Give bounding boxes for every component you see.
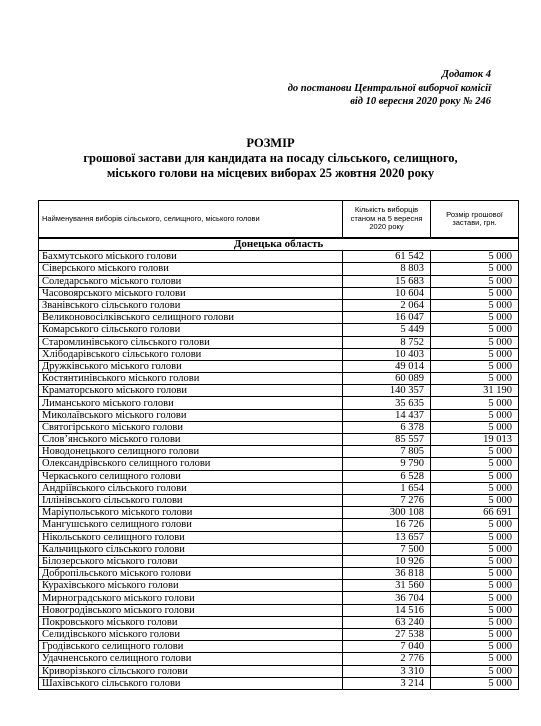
cell-election-name: Комарського сільського голови	[39, 324, 343, 336]
cell-election-name: Соледарського міського голови	[39, 275, 343, 287]
table-row	[39, 287, 519, 299]
cell-deposit-amount: 5 000	[431, 397, 519, 409]
cell-deposit-amount: 5 000	[431, 373, 519, 385]
document-subtitle-line-1: грошової застави для кандидата на посаду сільського, селищного,	[83, 151, 458, 165]
cell-election-name: Часовоярського міського голови	[39, 287, 343, 299]
cell-deposit-amount: 5 000	[431, 519, 519, 531]
cell-deposit-amount: 5 000	[431, 470, 519, 482]
cell-voter-count: 7 500	[343, 543, 431, 555]
cell-deposit-amount: 5 000	[431, 665, 519, 677]
cell-election-name: Криворізького сільського голови	[39, 665, 343, 677]
annex-date: від 10 вересня 2020 року № 246	[350, 96, 491, 107]
table-row	[39, 409, 519, 421]
cell-voter-count: 27 538	[343, 629, 431, 641]
cell-election-name: Хлібодарівського сільського голови	[39, 348, 343, 360]
table-row	[39, 592, 519, 604]
cell-election-name: Покровського міського голови	[39, 616, 343, 628]
cell-deposit-amount: 5 000	[431, 251, 519, 263]
cell-deposit-amount: 5 000	[431, 287, 519, 299]
table-header	[39, 201, 519, 239]
cell-deposit-amount: 5 000	[431, 336, 519, 348]
region-row	[39, 238, 519, 251]
cell-voter-count: 61 542	[343, 251, 431, 263]
cell-deposit-amount: 5 000	[431, 580, 519, 592]
cell-voter-count: 3 310	[343, 665, 431, 677]
cell-voter-count: 2 064	[343, 299, 431, 311]
cell-election-name: Черкаського селищного голови	[39, 470, 343, 482]
annex-number: Додаток 4	[441, 69, 491, 80]
cell-election-name: Новогродівського міського голови	[39, 604, 343, 616]
cell-deposit-amount: 5 000	[431, 543, 519, 555]
table-row	[39, 336, 519, 348]
cell-deposit-amount: 5 000	[431, 409, 519, 421]
cell-voter-count: 35 635	[343, 397, 431, 409]
cell-voter-count: 14 516	[343, 604, 431, 616]
cell-election-name: Мирноградського міського голови	[39, 592, 343, 604]
cell-election-name: Новодонецького селищного голови	[39, 446, 343, 458]
table-row	[39, 299, 519, 311]
table-row	[39, 360, 519, 372]
annex-note	[231, 68, 491, 109]
cell-deposit-amount: 5 000	[431, 653, 519, 665]
cell-election-name: Бахмутського міського голови	[39, 251, 343, 263]
table-row	[39, 263, 519, 275]
cell-voter-count: 10 926	[343, 555, 431, 567]
cell-voter-count: 6 528	[343, 470, 431, 482]
table-row	[39, 616, 519, 628]
cell-deposit-amount: 5 000	[431, 616, 519, 628]
cell-election-name: Нікольського селищного голови	[39, 531, 343, 543]
cell-election-name: Святогірського міського голови	[39, 421, 343, 433]
table-row	[39, 385, 519, 397]
table-row	[39, 421, 519, 433]
table-row	[39, 446, 519, 458]
cell-voter-count: 8 752	[343, 336, 431, 348]
table-row	[39, 677, 519, 689]
cell-voter-count: 36 704	[343, 592, 431, 604]
cell-voter-count: 15 683	[343, 275, 431, 287]
region-name: Донецька область	[39, 238, 519, 251]
cell-deposit-amount: 5 000	[431, 446, 519, 458]
header-row	[39, 201, 519, 239]
cell-deposit-amount: 5 000	[431, 568, 519, 580]
table-row	[39, 568, 519, 580]
cell-deposit-amount: 5 000	[431, 275, 519, 287]
table-row	[39, 470, 519, 482]
cell-voter-count: 85 557	[343, 434, 431, 446]
cell-deposit-amount: 5 000	[431, 604, 519, 616]
table-row	[39, 494, 519, 506]
table-row	[39, 348, 519, 360]
cell-voter-count: 300 108	[343, 507, 431, 519]
cell-election-name: Костянтинівського міського голови	[39, 373, 343, 385]
cell-election-name: Краматорського міського голови	[39, 385, 343, 397]
cell-voter-count: 14 437	[343, 409, 431, 421]
table-row	[39, 434, 519, 446]
cell-voter-count: 13 657	[343, 531, 431, 543]
cell-election-name: Андріївського сільського голови	[39, 482, 343, 494]
cell-election-name: Добропільського міського голови	[39, 568, 343, 580]
cell-election-name: Миколаївського міського голови	[39, 409, 343, 421]
cell-deposit-amount: 5 000	[431, 677, 519, 689]
table-row	[39, 507, 519, 519]
table-row	[39, 629, 519, 641]
cell-voter-count: 10 604	[343, 287, 431, 299]
cell-deposit-amount: 5 000	[431, 348, 519, 360]
table-row	[39, 324, 519, 336]
cell-voter-count: 5 449	[343, 324, 431, 336]
cell-deposit-amount: 5 000	[431, 629, 519, 641]
cell-voter-count: 63 240	[343, 616, 431, 628]
cell-election-name: Званівського сільського голови	[39, 299, 343, 311]
cell-voter-count: 8 803	[343, 263, 431, 275]
cell-voter-count: 10 403	[343, 348, 431, 360]
cell-voter-count: 16 726	[343, 519, 431, 531]
cell-election-name: Селидівського міського голови	[39, 629, 343, 641]
cell-deposit-amount: 5 000	[431, 592, 519, 604]
column-header-voters: Кількість виборців станом на 5 вересня 2020 року	[343, 201, 431, 239]
cell-deposit-amount: 5 000	[431, 263, 519, 275]
cell-voter-count: 31 560	[343, 580, 431, 592]
cell-election-name: Сіверського міського голови	[39, 263, 343, 275]
document-title: РОЗМІР	[246, 136, 295, 150]
cell-deposit-amount: 5 000	[431, 324, 519, 336]
table-row	[39, 251, 519, 263]
document-heading	[20, 136, 521, 181]
cell-election-name: Білозерського міського голови	[39, 555, 343, 567]
table-row	[39, 580, 519, 592]
table-row	[39, 519, 519, 531]
cell-voter-count: 7 805	[343, 446, 431, 458]
cell-deposit-amount: 66 691	[431, 507, 519, 519]
cell-election-name: Іллінівського сільського голови	[39, 494, 343, 506]
cell-voter-count: 49 014	[343, 360, 431, 372]
table-row	[39, 312, 519, 324]
table-row	[39, 482, 519, 494]
table-row	[39, 397, 519, 409]
cell-voter-count: 140 357	[343, 385, 431, 397]
cell-election-name: Кальчицького сільського голови	[39, 543, 343, 555]
column-header-deposit: Розмір грошової застави, грн.	[431, 201, 519, 239]
cell-deposit-amount: 5 000	[431, 482, 519, 494]
cell-election-name: Олександрівського селищного голови	[39, 458, 343, 470]
table-row	[39, 653, 519, 665]
column-header-election: Найменування виборів сільського, селищного, міського голови	[39, 201, 343, 239]
cell-voter-count: 60 089	[343, 373, 431, 385]
cell-election-name: Гродівського селищного голови	[39, 641, 343, 653]
cell-deposit-amount: 5 000	[431, 458, 519, 470]
table-row	[39, 641, 519, 653]
table-row	[39, 275, 519, 287]
cell-voter-count: 6 378	[343, 421, 431, 433]
cell-election-name: Лиманського міського голови	[39, 397, 343, 409]
cell-voter-count: 1 654	[343, 482, 431, 494]
cell-election-name: Шахівського сільського голови	[39, 677, 343, 689]
cell-election-name: Старомлинівського сільського голови	[39, 336, 343, 348]
cell-voter-count: 3 214	[343, 677, 431, 689]
cell-election-name: Слов’янського міського голови	[39, 434, 343, 446]
cell-voter-count: 2 776	[343, 653, 431, 665]
cell-voter-count: 7 040	[343, 641, 431, 653]
table-row	[39, 531, 519, 543]
cell-voter-count: 7 276	[343, 494, 431, 506]
table-row	[39, 665, 519, 677]
cell-election-name: Удачненського селищного голови	[39, 653, 343, 665]
table-row	[39, 543, 519, 555]
cell-election-name: Мангушського селищного голови	[39, 519, 343, 531]
cell-voter-count: 16 047	[343, 312, 431, 324]
cell-deposit-amount: 5 000	[431, 641, 519, 653]
cell-voter-count: 36 818	[343, 568, 431, 580]
cell-deposit-amount: 5 000	[431, 421, 519, 433]
cell-voter-count: 9 790	[343, 458, 431, 470]
cell-deposit-amount: 19 013	[431, 434, 519, 446]
cell-election-name: Курахівського міського голови	[39, 580, 343, 592]
table-row	[39, 604, 519, 616]
cell-election-name: Маріупольського міського голови	[39, 507, 343, 519]
cell-deposit-amount: 31 190	[431, 385, 519, 397]
cell-deposit-amount: 5 000	[431, 494, 519, 506]
table-row	[39, 373, 519, 385]
cell-deposit-amount: 5 000	[431, 555, 519, 567]
table-body	[39, 238, 519, 689]
cell-deposit-amount: 5 000	[431, 360, 519, 372]
cell-election-name: Великоновосілківського селищного голови	[39, 312, 343, 324]
document-subtitle-line-2: міського голови на місцевих виборах 25 жовтня 2020 року	[106, 166, 435, 180]
annex-resolution: до постанови Центральної виборчої комісії	[287, 82, 491, 94]
table-row	[39, 555, 519, 567]
cell-deposit-amount: 5 000	[431, 299, 519, 311]
deposit-table	[38, 200, 519, 690]
cell-election-name: Дружківського міського голови	[39, 360, 343, 372]
cell-deposit-amount: 5 000	[431, 531, 519, 543]
cell-deposit-amount: 5 000	[431, 312, 519, 324]
table-row	[39, 458, 519, 470]
